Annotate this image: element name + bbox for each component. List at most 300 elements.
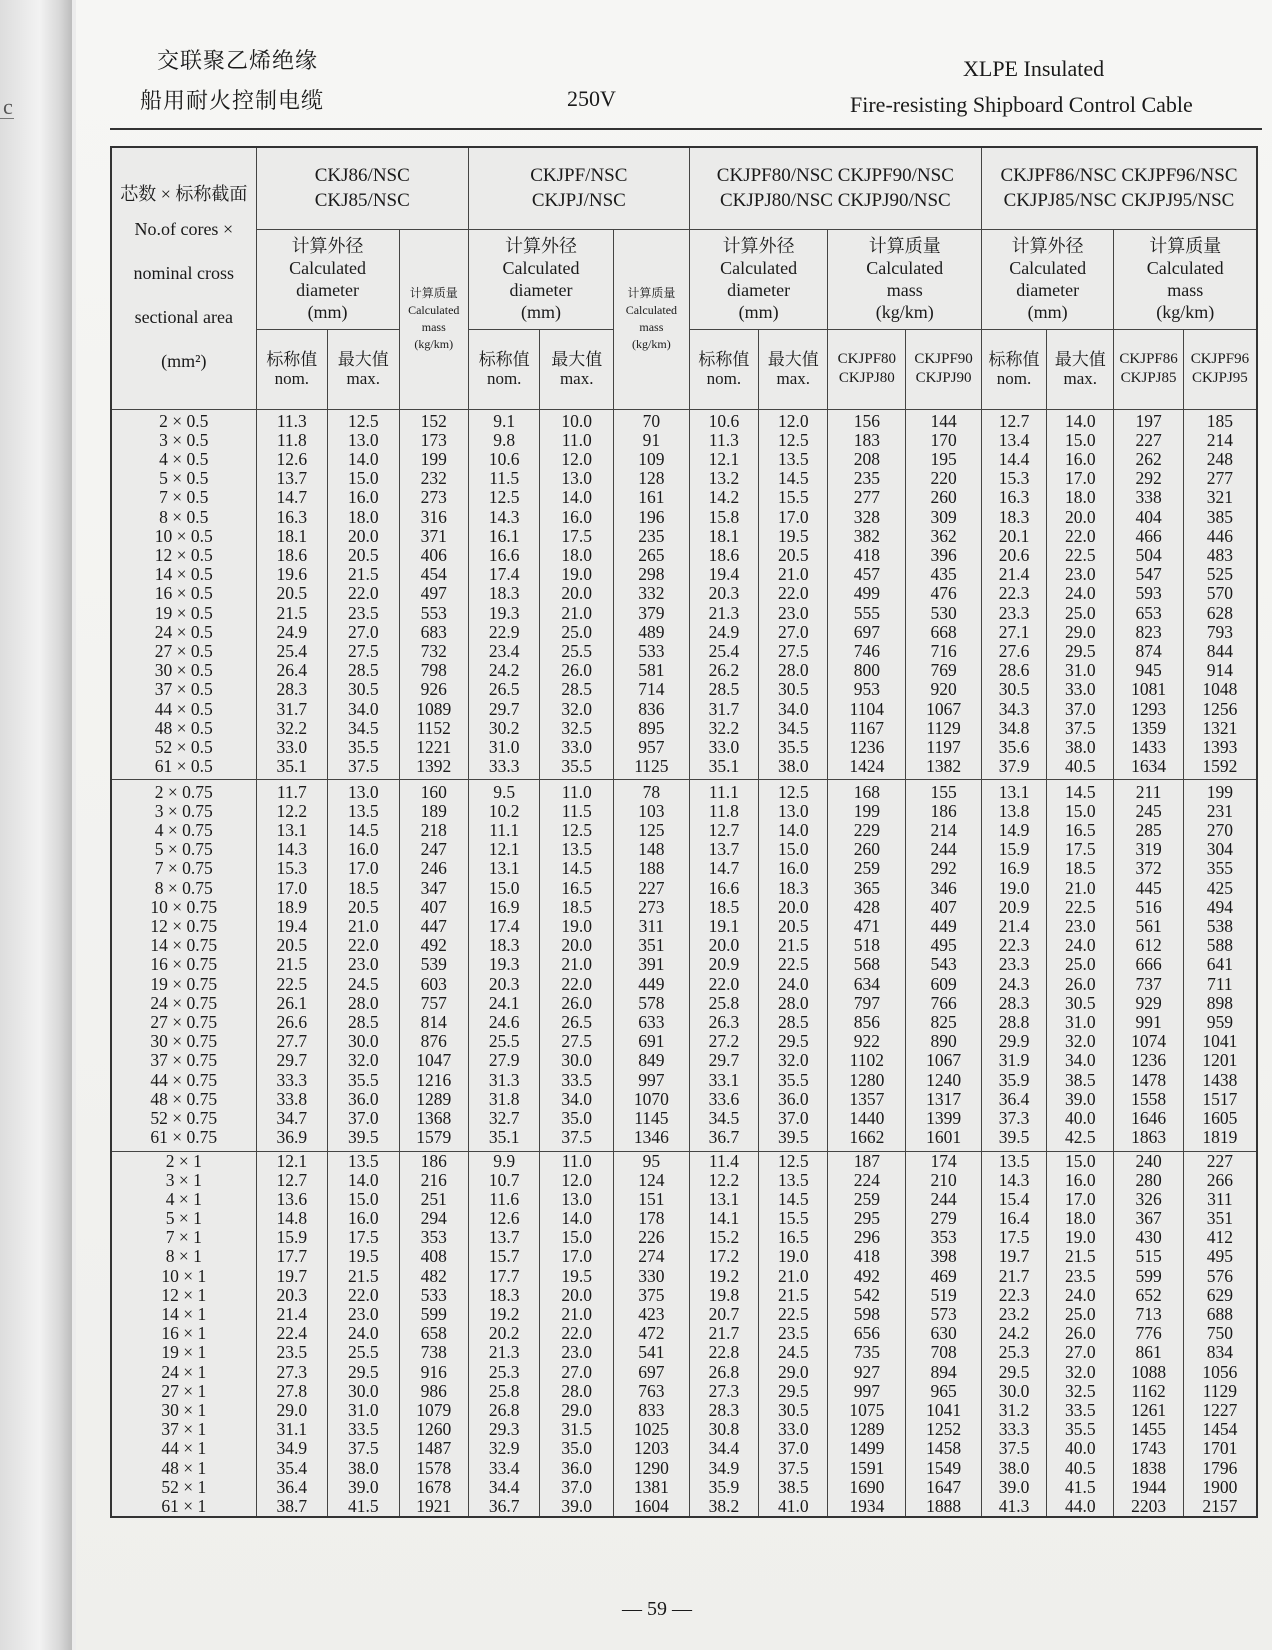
- value-cell: 38.0: [1064, 736, 1096, 757]
- value-cell: 16.0: [777, 858, 809, 879]
- value-cell: 259: [853, 858, 880, 879]
- value-cell: 103: [638, 800, 665, 821]
- size-cell: 10 × 0.75: [150, 896, 218, 917]
- mass-cn: 计算质量: [627, 286, 676, 300]
- value-cell: 36.0: [777, 1088, 809, 1109]
- gutter-mark: c: [3, 94, 13, 119]
- value-cell: 9.5: [493, 781, 516, 802]
- value-cell: 1125: [634, 756, 669, 777]
- value-column: [906, 409, 982, 779]
- value-column: [468, 1151, 539, 1517]
- value-cell: 16.6: [488, 545, 520, 566]
- value-cell: 36.7: [708, 1127, 740, 1148]
- value-cell: 26.2: [708, 660, 740, 681]
- value-cell: 922: [853, 1031, 880, 1052]
- value-cell: 12.5: [777, 781, 809, 802]
- value-cell: 27.5: [777, 640, 809, 661]
- value-cell: 29.5: [777, 1380, 809, 1401]
- value-cell: 1424: [849, 756, 885, 777]
- value-cell: 229: [853, 820, 880, 841]
- value-cell: 34.9: [708, 1457, 740, 1478]
- value-column: [399, 409, 468, 779]
- value-cell: 757: [420, 992, 447, 1013]
- size-cell: 37 × 0.5: [154, 679, 213, 700]
- value-cell: 26.0: [1064, 973, 1096, 994]
- size-cell: 52 × 0.5: [154, 736, 213, 757]
- value-cell: 21.7: [998, 1265, 1030, 1286]
- value-cell: 714: [638, 679, 665, 700]
- value-cell: 1203: [633, 1438, 669, 1459]
- value-cell: 11.8: [276, 429, 307, 450]
- value-cell: 109: [638, 449, 665, 470]
- value-cell: 23.5: [276, 1342, 308, 1363]
- size-cell: 52 × 1: [161, 1476, 207, 1497]
- value-cell: 38.0: [998, 1457, 1030, 1478]
- value-cell: 316: [420, 506, 447, 527]
- value-cell: 1900: [1202, 1476, 1238, 1497]
- mass-model-header: [906, 329, 982, 409]
- value-cell: 18.3: [998, 506, 1030, 527]
- value-cell: 32.7: [488, 1107, 520, 1128]
- value-cell: 244: [930, 839, 957, 860]
- value-cell: 573: [930, 1304, 957, 1324]
- value-cell: 525: [1206, 564, 1234, 585]
- value-cell: 19.4: [276, 916, 308, 937]
- value-cell: 542: [853, 1284, 880, 1305]
- value-cell: 292: [1135, 468, 1162, 489]
- value-cell: 26.8: [708, 1361, 740, 1382]
- value-cell: 19.7: [276, 1265, 308, 1286]
- value-cell: 1293: [1131, 698, 1167, 719]
- value-cell: 32.0: [1064, 1361, 1096, 1382]
- value-cell: 1579: [416, 1127, 452, 1148]
- value-cell: 18.1: [276, 525, 308, 546]
- value-cell: 247: [420, 839, 447, 860]
- header-chinese-line-1: 交联聚乙烯绝缘: [157, 48, 319, 73]
- value-cell: 630: [930, 1323, 957, 1344]
- value-cell: 17.7: [488, 1265, 520, 1286]
- value-cell: 211: [1135, 781, 1162, 802]
- size-cell: 19 × 1: [161, 1342, 207, 1363]
- value-cell: 22.9: [488, 621, 520, 642]
- value-cell: 18.3: [488, 583, 520, 604]
- value-cell: 1944: [1131, 1476, 1167, 1497]
- value-cell: 1129: [926, 717, 961, 738]
- value-cell: 39.5: [777, 1127, 809, 1148]
- value-cell: 23.0: [1064, 916, 1096, 937]
- value-column: [828, 409, 906, 779]
- value-cell: 953: [853, 679, 880, 700]
- value-cell: 14.5: [561, 858, 593, 879]
- value-cell: 1662: [849, 1127, 885, 1148]
- size-cell: 24 × 0.5: [154, 621, 213, 642]
- value-cell: 13.1: [276, 820, 308, 841]
- value-cell: 14.0: [1064, 410, 1096, 431]
- value-cell: 732: [420, 640, 447, 661]
- value-cell: 404: [1135, 506, 1162, 527]
- value-cell: 32.0: [1064, 1031, 1096, 1052]
- value-column: [981, 409, 1046, 779]
- value-cell: 39.5: [998, 1127, 1030, 1148]
- value-cell: 391: [638, 954, 665, 975]
- value-cell: 20.5: [777, 545, 809, 566]
- value-cell: 22.0: [347, 935, 379, 956]
- mass-model-2: CKJPJ95: [1191, 370, 1248, 386]
- value-cell: 19.4: [708, 564, 740, 585]
- value-cell: 19.3: [488, 954, 520, 975]
- value-cell: 371: [420, 525, 447, 546]
- value-cell: 20.3: [708, 583, 740, 604]
- value-cell: 9.8: [493, 429, 516, 450]
- mass-en-1: Calculated: [1146, 258, 1224, 278]
- value-cell: 382: [853, 525, 880, 546]
- value-cell: 603: [420, 973, 447, 994]
- size-header-en-1: No.of cores ×: [134, 219, 234, 240]
- diameter-en-2: diameter: [727, 280, 791, 300]
- value-cell: 25.8: [488, 1380, 520, 1401]
- value-cell: 26.0: [561, 992, 593, 1013]
- header-chinese-line-2: 船用耐火控制电缆: [140, 88, 325, 113]
- header-english-line-2: Fire-resisting Shipboard Control Cable: [850, 92, 1193, 117]
- value-cell: 28.0: [777, 660, 809, 681]
- value-cell: 22.5: [777, 1304, 809, 1324]
- value-column: [689, 1151, 758, 1517]
- value-cell: 34.7: [276, 1107, 308, 1128]
- value-cell: 24.0: [777, 973, 809, 994]
- value-cell: 9.1: [493, 410, 516, 431]
- table-body: [111, 409, 1257, 1517]
- value-cell: 33.5: [561, 1069, 593, 1090]
- value-cell: 823: [1135, 621, 1162, 642]
- value-cell: 25.8: [708, 992, 740, 1013]
- value-cell: 24.3: [998, 973, 1030, 994]
- value-cell: 15.9: [998, 839, 1030, 860]
- value-cell: 1487: [416, 1438, 452, 1459]
- size-cell: 37 × 1: [161, 1419, 207, 1440]
- value-cell: 738: [420, 1342, 447, 1363]
- value-cell: 22.5: [777, 954, 809, 975]
- value-cell: 1634: [1131, 756, 1167, 777]
- value-cell: 22.8: [708, 1342, 740, 1363]
- value-cell: 14.5: [777, 1188, 809, 1209]
- value-cell: 11.8: [708, 800, 739, 821]
- value-cell: 14.3: [998, 1169, 1030, 1190]
- value-cell: 1041: [926, 1399, 962, 1420]
- value-cell: 33.8: [276, 1088, 308, 1109]
- value-cell: 19.7: [998, 1246, 1030, 1267]
- value-cell: 19.0: [1064, 1227, 1096, 1248]
- value-cell: 23.0: [777, 602, 809, 623]
- value-cell: 23.0: [561, 1342, 593, 1363]
- value-cell: 914: [1206, 660, 1234, 681]
- value-cell: 21.0: [777, 564, 809, 585]
- value-column: [759, 409, 828, 779]
- value-cell: 1290: [633, 1457, 669, 1478]
- value-cell: 144: [930, 410, 957, 431]
- diameter-en-2: diameter: [296, 280, 360, 300]
- size-cell: 27 × 0.5: [154, 640, 213, 661]
- value-cell: 18.9: [276, 896, 308, 917]
- value-cell: 26.5: [561, 1011, 593, 1032]
- value-cell: 33.0: [561, 736, 593, 757]
- value-cell: 12.7: [708, 820, 740, 841]
- value-cell: 16.9: [998, 858, 1030, 879]
- value-cell: 23.3: [998, 602, 1030, 623]
- value-cell: 22.0: [561, 1323, 593, 1344]
- header-english-line-1: XLPE Insulated: [963, 56, 1105, 81]
- value-column: [328, 779, 399, 1151]
- value-cell: 11.7: [276, 781, 307, 802]
- mass-model-1: CKJPF96: [1190, 351, 1250, 367]
- value-cell: 12.1: [488, 839, 520, 860]
- value-column: [614, 409, 690, 779]
- value-cell: 188: [638, 858, 665, 879]
- value-cell: 1075: [849, 1399, 885, 1420]
- value-cell: 22.3: [998, 935, 1030, 956]
- value-cell: 21.5: [777, 935, 809, 956]
- value-cell: 13.7: [708, 839, 740, 860]
- value-cell: 13.5: [561, 839, 593, 860]
- value-cell: 599: [1135, 1265, 1162, 1286]
- value-cell: 10.6: [488, 449, 520, 470]
- value-cell: 24.0: [1064, 583, 1096, 604]
- value-cell: 793: [1206, 621, 1234, 642]
- value-cell: 1690: [849, 1476, 885, 1497]
- value-cell: 13.7: [488, 1227, 520, 1248]
- value-cell: 570: [1206, 583, 1234, 604]
- value-cell: 25.0: [1064, 954, 1096, 975]
- value-column: [540, 1151, 614, 1517]
- value-cell: 39.0: [561, 1495, 593, 1516]
- value-cell: 13.0: [561, 468, 593, 489]
- value-cell: 652: [1135, 1284, 1162, 1305]
- value-cell: 1934: [849, 1495, 885, 1516]
- value-cell: 23.0: [347, 1304, 379, 1324]
- value-cell: 407: [420, 896, 447, 917]
- value-cell: 199: [1206, 781, 1234, 802]
- value-cell: 23.0: [347, 954, 379, 975]
- value-cell: 1863: [1131, 1127, 1167, 1148]
- value-cell: 1067: [926, 698, 962, 719]
- value-cell: 196: [638, 506, 665, 527]
- value-cell: 1592: [1202, 756, 1238, 777]
- value-cell: 21.3: [708, 602, 740, 623]
- value-column: [828, 1151, 906, 1517]
- value-cell: 34.8: [998, 717, 1030, 738]
- value-cell: 28.5: [347, 660, 379, 681]
- value-cell: 30.5: [1064, 992, 1096, 1013]
- value-column: [540, 779, 614, 1151]
- value-cell: 15.3: [998, 468, 1030, 489]
- size-cell: 12 × 1: [161, 1284, 207, 1305]
- value-cell: 1240: [926, 1069, 962, 1090]
- value-cell: 21.0: [561, 954, 593, 975]
- value-cell: 25.4: [708, 640, 740, 661]
- value-column: [759, 1151, 828, 1517]
- value-cell: 23.2: [998, 1304, 1030, 1324]
- value-cell: 13.6: [276, 1188, 308, 1209]
- value-cell: 41.3: [998, 1495, 1030, 1516]
- value-column: [689, 779, 758, 1151]
- value-cell: 547: [1135, 564, 1162, 585]
- size-cell: 4 × 1: [165, 1188, 202, 1209]
- value-cell: 541: [638, 1342, 665, 1363]
- value-cell: 24.0: [347, 1323, 379, 1344]
- value-cell: 30.5: [347, 679, 379, 700]
- value-cell: 598: [853, 1304, 880, 1324]
- value-cell: 13.2: [708, 468, 740, 489]
- value-cell: 14.8: [276, 1208, 308, 1229]
- value-cell: 27.7: [276, 1031, 308, 1052]
- value-cell: 471: [853, 916, 880, 937]
- value-cell: 330: [638, 1265, 665, 1286]
- size-cell: 5 × 1: [165, 1208, 202, 1229]
- value-cell: 13.1: [488, 858, 520, 879]
- value-cell: 593: [1135, 583, 1162, 604]
- value-cell: 296: [853, 1227, 880, 1248]
- value-cell: 454: [420, 564, 447, 585]
- value-cell: 418: [853, 545, 880, 566]
- value-cell: 683: [420, 621, 447, 642]
- value-cell: 14.5: [347, 820, 379, 841]
- value-cell: 22.5: [1064, 545, 1096, 566]
- value-cell: 599: [420, 1304, 447, 1324]
- value-cell: 232: [420, 468, 447, 489]
- value-cell: 18.6: [708, 545, 740, 566]
- value-cell: 311: [638, 916, 665, 937]
- value-cell: 18.0: [1064, 1208, 1096, 1229]
- value-cell: 29.0: [276, 1399, 308, 1420]
- value-cell: 1260: [416, 1419, 452, 1440]
- value-cell: 23.4: [488, 640, 520, 661]
- value-cell: 28.8: [998, 1011, 1030, 1032]
- value-cell: 351: [1206, 1208, 1234, 1229]
- value-cell: 38.5: [1064, 1069, 1096, 1090]
- value-cell: 37.5: [561, 1127, 593, 1148]
- value-cell: 22.0: [347, 1284, 379, 1305]
- value-cell: 894: [930, 1361, 957, 1382]
- value-cell: 1236: [1131, 1050, 1167, 1071]
- value-cell: 29.7: [276, 1050, 308, 1071]
- value-cell: 991: [1135, 1011, 1162, 1032]
- value-cell: 12.6: [488, 1208, 520, 1229]
- value-cell: 189: [420, 800, 447, 821]
- value-cell: 797: [853, 992, 880, 1013]
- value-cell: 22.0: [561, 973, 593, 994]
- value-cell: 16.0: [1064, 1169, 1096, 1190]
- value-cell: 36.9: [276, 1127, 308, 1148]
- value-cell: 362: [930, 525, 957, 546]
- size-cell: 52 × 0.75: [150, 1107, 218, 1128]
- value-cell: 17.0: [1064, 468, 1096, 489]
- value-cell: 31.5: [561, 1419, 593, 1440]
- value-cell: 28.6: [998, 660, 1030, 681]
- value-cell: 1079: [416, 1399, 452, 1420]
- value-cell: 12.0: [561, 449, 593, 470]
- value-cell: 27.3: [708, 1380, 740, 1401]
- value-cell: 332: [638, 583, 665, 604]
- value-cell: 708: [930, 1342, 957, 1363]
- value-cell: 17.0: [347, 858, 379, 879]
- value-cell: 30.8: [708, 1419, 740, 1440]
- value-cell: 14.5: [777, 468, 809, 489]
- value-cell: 16.0: [1064, 449, 1096, 470]
- value-cell: 38.0: [777, 756, 809, 777]
- size-header-cell: [111, 147, 256, 409]
- value-cell: 1048: [1202, 679, 1238, 700]
- value-cell: 30.0: [561, 1050, 593, 1071]
- value-cell: 16.3: [276, 506, 308, 527]
- value-cell: 13.5: [777, 449, 809, 470]
- value-cell: 861: [1135, 1342, 1162, 1363]
- value-cell: 15.0: [488, 877, 520, 898]
- value-cell: 449: [638, 973, 665, 994]
- value-cell: 18.5: [1064, 858, 1096, 879]
- model-group-1-line-1: CKJ86/NSC: [314, 165, 410, 187]
- size-cell: 12 × 0.5: [154, 545, 213, 566]
- value-cell: 13.1: [708, 1188, 740, 1209]
- size-cell: 30 × 1: [161, 1399, 207, 1420]
- value-cell: 11.6: [489, 1188, 520, 1209]
- nom-header: [689, 329, 758, 409]
- nom-en: nom.: [486, 369, 522, 388]
- value-cell: 19.0: [998, 877, 1030, 898]
- value-cell: 37.0: [777, 1107, 809, 1128]
- value-cell: 260: [853, 839, 880, 860]
- value-cell: 11.5: [489, 468, 520, 489]
- value-cell: 19.5: [777, 525, 809, 546]
- value-cell: 21.4: [998, 564, 1030, 585]
- value-cell: 44.0: [1064, 1495, 1096, 1516]
- section-block: [111, 409, 1257, 779]
- value-column: [981, 779, 1046, 1151]
- diameter-en-1: Calculated: [720, 258, 798, 278]
- value-cell: 12.7: [998, 410, 1030, 431]
- value-cell: 35.1: [276, 756, 308, 777]
- value-cell: 628: [1206, 602, 1234, 623]
- value-cell: 24.1: [488, 992, 520, 1013]
- value-cell: 489: [638, 621, 665, 642]
- value-cell: 31.2: [998, 1399, 1030, 1420]
- value-cell: 40.0: [1064, 1107, 1096, 1128]
- value-cell: 34.0: [347, 698, 379, 719]
- value-cell: 22.4: [276, 1323, 308, 1344]
- value-cell: 95: [642, 1150, 661, 1171]
- max-header: [328, 329, 399, 409]
- value-cell: 292: [930, 858, 957, 879]
- value-cell: 11.0: [561, 429, 592, 450]
- value-cell: 16.1: [488, 525, 520, 546]
- value-cell: 482: [420, 1265, 447, 1286]
- value-cell: 29.0: [561, 1399, 593, 1420]
- value-cell: 13.4: [998, 429, 1030, 450]
- value-cell: 41.0: [777, 1495, 809, 1516]
- diameter-header-3: [689, 229, 828, 329]
- value-cell: 218: [420, 820, 447, 841]
- value-cell: 20.0: [561, 583, 593, 604]
- size-cell: 7 × 0.75: [154, 858, 213, 879]
- value-cell: 251: [420, 1188, 447, 1209]
- size-cell: 24 × 0.75: [150, 992, 218, 1013]
- value-cell: 653: [1135, 602, 1162, 623]
- value-cell: 20.0: [708, 935, 740, 956]
- value-cell: 38.2: [708, 1495, 740, 1516]
- value-cell: 285: [1135, 820, 1162, 841]
- value-cell: 14.0: [777, 820, 809, 841]
- value-cell: 20.3: [488, 973, 520, 994]
- value-cell: 17.0: [561, 1246, 593, 1267]
- value-cell: 37.0: [777, 1438, 809, 1459]
